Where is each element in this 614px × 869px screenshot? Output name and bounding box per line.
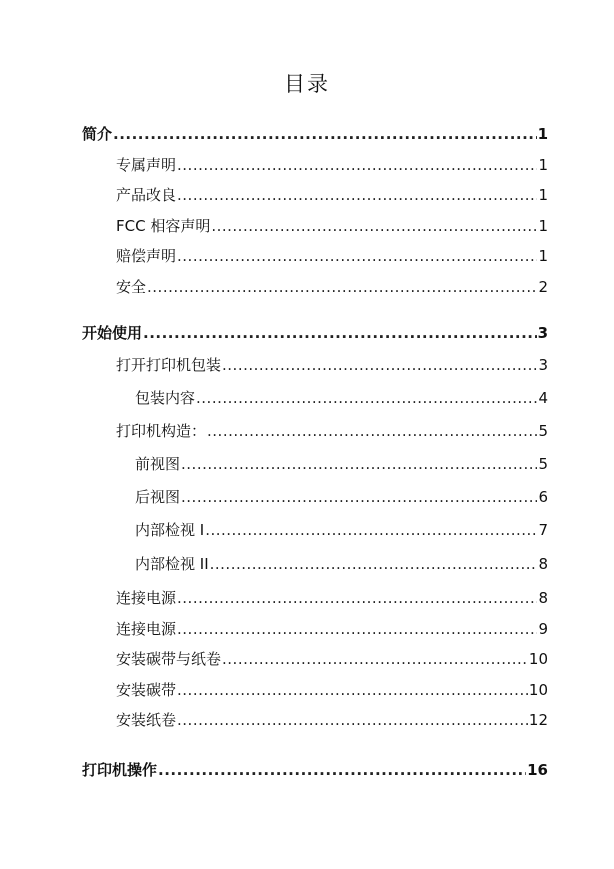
toc-dot-leader <box>177 246 537 266</box>
toc-entry[interactable] <box>116 277 548 297</box>
toc-entry[interactable] <box>82 124 548 144</box>
toc-entry[interactable] <box>135 454 548 474</box>
toc-entry-page: 8 <box>538 589 548 607</box>
toc-entry[interactable] <box>116 710 548 730</box>
toc-entry-label: 内部检视 I <box>135 521 205 539</box>
toc-entry-page: 1 <box>538 247 548 265</box>
toc-entry-label: 连接电源 <box>116 589 177 607</box>
toc-entry[interactable] <box>116 216 548 236</box>
toc-entry[interactable] <box>82 323 548 343</box>
toc-entry-label: 打印机操作 <box>82 761 158 779</box>
toc-dot-leader <box>143 323 537 343</box>
toc-dot-leader <box>177 710 528 730</box>
toc-entry[interactable] <box>116 421 548 441</box>
toc-dot-leader <box>222 355 537 375</box>
toc-dot-leader <box>147 277 537 297</box>
toc-dot-leader <box>181 487 537 507</box>
toc-entry-page: 3 <box>538 356 548 374</box>
toc-entry-label: 安全 <box>116 278 147 296</box>
toc-entry-page: 1 <box>538 186 548 204</box>
toc-entry-label: 包装内容 <box>135 389 196 407</box>
toc-entry-page: 4 <box>538 389 548 407</box>
toc-dot-leader <box>177 680 528 700</box>
toc-entry-page: 1 <box>537 125 548 143</box>
toc-dot-leader <box>181 454 537 474</box>
toc-entry-label: 赔偿声明 <box>116 247 177 265</box>
toc-entry[interactable] <box>135 487 548 507</box>
toc-entry-page: 12 <box>528 711 548 729</box>
toc-entry[interactable] <box>116 185 548 205</box>
toc-entry-page: 3 <box>537 324 548 342</box>
toc-entry[interactable] <box>116 355 548 375</box>
toc-dot-leader <box>158 760 526 780</box>
toc-entry-label: 前视图 <box>135 455 181 473</box>
toc-entry[interactable] <box>116 155 548 175</box>
toc-entry-page: 6 <box>538 488 548 506</box>
toc-dot-leader <box>222 649 528 669</box>
toc-dot-leader <box>211 216 537 236</box>
toc-entry-label: 安装碳带 <box>116 681 177 699</box>
toc-entry-label: 安装碳带与纸卷 <box>116 650 222 668</box>
toc-dot-leader <box>113 124 537 144</box>
toc-entry[interactable] <box>82 760 548 780</box>
toc-entry-page: 10 <box>528 681 548 699</box>
toc-entry[interactable] <box>116 619 548 639</box>
toc-dot-leader <box>210 554 538 574</box>
toc-dot-leader <box>196 388 537 408</box>
toc-entry-label: FCC 相容声明 <box>116 217 211 235</box>
toc-dot-leader <box>205 520 537 540</box>
toc-dot-leader <box>177 185 537 205</box>
toc-entry-label: 开始使用 <box>82 324 143 342</box>
toc-entry[interactable] <box>116 246 548 266</box>
toc-entry-label: 简介 <box>82 125 113 143</box>
toc-entry-page: 7 <box>538 521 548 539</box>
toc-entry[interactable] <box>116 680 548 700</box>
toc-entry-page: 1 <box>538 217 548 235</box>
toc-entry-page: 10 <box>528 650 548 668</box>
toc-entry[interactable] <box>116 588 548 608</box>
toc-entry-label: 后视图 <box>135 488 181 506</box>
toc-entry-label: 产品改良 <box>116 186 177 204</box>
toc-entry[interactable] <box>135 520 548 540</box>
toc-entry-page: 5 <box>538 455 548 473</box>
toc-entry-label: 专属声明 <box>116 156 177 174</box>
toc-dot-leader <box>177 619 537 639</box>
toc-entry[interactable] <box>135 554 548 574</box>
toc-entry-label: 内部检视 II <box>135 555 209 573</box>
toc-dot-leader <box>207 421 537 441</box>
toc-dot-leader <box>177 588 537 608</box>
toc-entry-label: 打开打印机包装 <box>116 356 222 374</box>
toc-entry[interactable] <box>135 388 548 408</box>
toc-entry-page: 8 <box>538 555 548 573</box>
toc-entry-label: 安装纸卷 <box>116 711 177 729</box>
toc-entry-page: 9 <box>538 620 548 638</box>
toc-entry-page: 5 <box>538 422 548 440</box>
toc-dot-leader <box>177 155 537 175</box>
toc-entry-page: 16 <box>527 761 548 779</box>
toc-entry-page: 1 <box>538 156 548 174</box>
toc-entry[interactable] <box>116 649 548 669</box>
toc-entry-label: 连接电源 <box>116 620 177 638</box>
toc-entry-page: 2 <box>538 278 548 296</box>
toc-entry-label: 打印机构造： <box>116 422 207 440</box>
page-title: 目录 <box>284 72 330 96</box>
